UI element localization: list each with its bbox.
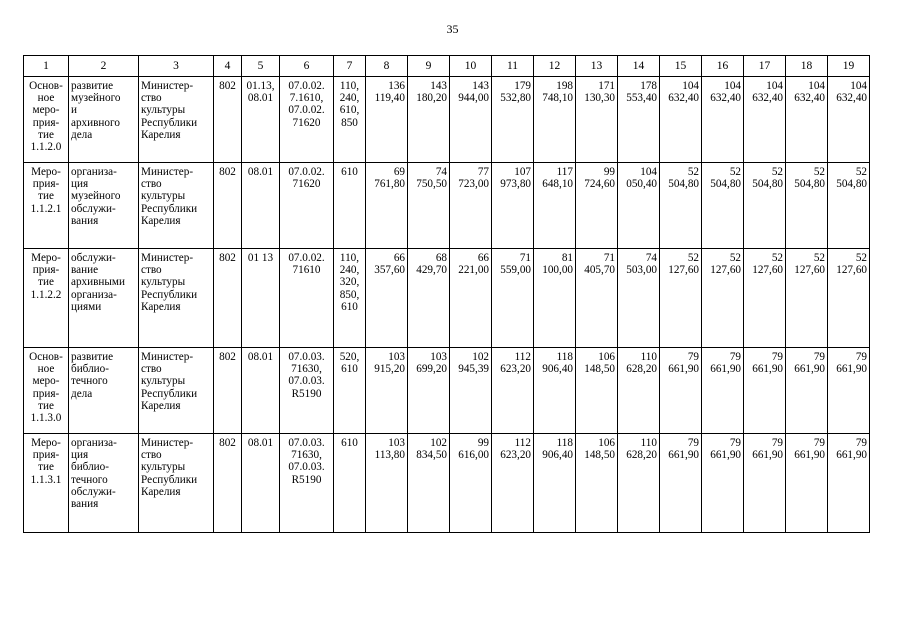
table-cell: Министер- ство культуры Республики Карелия [139, 163, 214, 249]
table-cell: Основ- ное меро- прия- тие 1.1.2.0 [24, 77, 69, 163]
table-cell: 103 699,20 [408, 348, 450, 434]
table-cell: 104 632,40 [744, 77, 786, 163]
table-cell: развитие музейного и архивного дела [69, 77, 139, 163]
table-cell: 103 113,80 [366, 434, 408, 533]
table-cell: обслужи- вание архивными организа- циями [69, 249, 139, 348]
table-cell: 07.0.03. 71630, 07.0.03. R5190 [280, 434, 334, 533]
table-cell: 102 945,39 [450, 348, 492, 434]
table-cell: 52 504,80 [786, 163, 828, 249]
table-cell: 66 221,00 [450, 249, 492, 348]
table-cell: 79 661,90 [702, 348, 744, 434]
table-cell: 104 632,40 [786, 77, 828, 163]
column-number-header: 12 [534, 56, 576, 77]
table-cell: 79 661,90 [660, 434, 702, 533]
table-cell: 104 632,40 [660, 77, 702, 163]
table-cell: Меро- прия- тие 1.1.2.2 [24, 249, 69, 348]
table-cell: 79 661,90 [744, 434, 786, 533]
table-cell: 81 100,00 [534, 249, 576, 348]
table-cell: организа- ция библио- течного обслужи- вания [69, 434, 139, 533]
page-number: 35 [446, 22, 459, 36]
table-cell: 69 761,80 [366, 163, 408, 249]
table-cell: 610 [334, 434, 366, 533]
table-cell: 01 13 [242, 249, 280, 348]
table-cell: 118 906,40 [534, 348, 576, 434]
table-cell: 79 661,90 [828, 434, 870, 533]
table-cell: 118 906,40 [534, 434, 576, 533]
table-cell: 07.0.02. 71610 [280, 249, 334, 348]
column-number-header: 1 [24, 56, 69, 77]
table-cell: 104 632,40 [828, 77, 870, 163]
table-cell: 79 661,90 [702, 434, 744, 533]
table-cell: 52 504,80 [660, 163, 702, 249]
table-cell: 52 504,80 [744, 163, 786, 249]
budget-table [23, 55, 870, 533]
table-cell: 68 429,70 [408, 249, 450, 348]
table-cell: 112 623,20 [492, 434, 534, 533]
table-cell: 610 [334, 163, 366, 249]
table-cell: Министер- ство культуры Республики Карелия [139, 434, 214, 533]
table-cell: 99 616,00 [450, 434, 492, 533]
table-cell: 74 503,00 [618, 249, 660, 348]
column-number-header: 16 [702, 56, 744, 77]
table-cell: 79 661,90 [786, 348, 828, 434]
table-cell: 52 504,80 [702, 163, 744, 249]
table-cell: 802 [214, 434, 242, 533]
table-cell: 171 130,30 [576, 77, 618, 163]
table-cell: 104 632,40 [702, 77, 744, 163]
table-cell: 178 553,40 [618, 77, 660, 163]
table-cell: Министер- ство культуры Республики Карелия [139, 77, 214, 163]
column-number-header: 19 [828, 56, 870, 77]
table-cell: 08.01 [242, 434, 280, 533]
column-number-header: 3 [139, 56, 214, 77]
table-row [24, 163, 870, 249]
table-cell: 802 [214, 249, 242, 348]
table-cell: развитие библио- течного дела [69, 348, 139, 434]
table-cell: 198 748,10 [534, 77, 576, 163]
column-number-header: 7 [334, 56, 366, 77]
table-cell: 71 559,00 [492, 249, 534, 348]
table-cell: Министер- ство культуры Республики Карелия [139, 348, 214, 434]
table-cell: 179 532,80 [492, 77, 534, 163]
table-cell: Меро- прия- тие 1.1.3.1 [24, 434, 69, 533]
table-cell: 110, 240, 320, 850, 610 [334, 249, 366, 348]
table-cell: 66 357,60 [366, 249, 408, 348]
table-row [24, 434, 870, 533]
table-cell: 802 [214, 163, 242, 249]
table-row [24, 249, 870, 348]
table-cell: 52 127,60 [702, 249, 744, 348]
table-cell: Основ- ное меро- прия- тие 1.1.3.0 [24, 348, 69, 434]
table-cell: организа- ция музейного обслужи- вания [69, 163, 139, 249]
table-cell: 102 834,50 [408, 434, 450, 533]
table-cell: 07.0.02. 7.1610, 07.0.02. 71620 [280, 77, 334, 163]
table-cell: 136 119,40 [366, 77, 408, 163]
table-cell: 01.13, 08.01 [242, 77, 280, 163]
table-cell: 107 973,80 [492, 163, 534, 249]
column-number-header: 10 [450, 56, 492, 77]
table-cell: 07.0.02. 71620 [280, 163, 334, 249]
column-number-header: 9 [408, 56, 450, 77]
column-number-header: 15 [660, 56, 702, 77]
table-cell: 106 148,50 [576, 434, 618, 533]
table-cell: 112 623,20 [492, 348, 534, 434]
column-number-header: 13 [576, 56, 618, 77]
table-cell: 07.0.03. 71630, 07.0.03. R5190 [280, 348, 334, 434]
table-cell: 143 944,00 [450, 77, 492, 163]
column-number-header: 17 [744, 56, 786, 77]
table-cell: 117 648,10 [534, 163, 576, 249]
table-cell: 79 661,90 [744, 348, 786, 434]
table-header-row [24, 56, 870, 77]
table-cell: Министер- ство культуры Республики Карелия [139, 249, 214, 348]
table-cell: 110 628,20 [618, 348, 660, 434]
table-cell: 103 915,20 [366, 348, 408, 434]
table-cell: 77 723,00 [450, 163, 492, 249]
column-number-header: 18 [786, 56, 828, 77]
column-number-header: 5 [242, 56, 280, 77]
table-cell: 08.01 [242, 348, 280, 434]
table-cell: 08.01 [242, 163, 280, 249]
table-cell: 110 628,20 [618, 434, 660, 533]
column-number-header: 6 [280, 56, 334, 77]
table-row [24, 348, 870, 434]
column-number-header: 14 [618, 56, 660, 77]
table-cell: 52 127,60 [828, 249, 870, 348]
table-cell: 71 405,70 [576, 249, 618, 348]
table-row [24, 77, 870, 163]
table-cell: 143 180,20 [408, 77, 450, 163]
table-cell: 106 148,50 [576, 348, 618, 434]
table-cell: 79 661,90 [828, 348, 870, 434]
table-cell: 110, 240, 610, 850 [334, 77, 366, 163]
table-cell: 79 661,90 [786, 434, 828, 533]
table-cell: 79 661,90 [660, 348, 702, 434]
table-cell: 99 724,60 [576, 163, 618, 249]
table-cell: 802 [214, 77, 242, 163]
column-number-header: 8 [366, 56, 408, 77]
column-number-header: 11 [492, 56, 534, 77]
table-cell: Меро- прия- тие 1.1.2.1 [24, 163, 69, 249]
column-number-header: 2 [69, 56, 139, 77]
table-cell: 52 127,60 [744, 249, 786, 348]
table-cell: 104 050,40 [618, 163, 660, 249]
table-cell: 52 504,80 [828, 163, 870, 249]
table-cell: 802 [214, 348, 242, 434]
table-cell: 74 750,50 [408, 163, 450, 249]
table-cell: 52 127,60 [660, 249, 702, 348]
table-cell: 52 127,60 [786, 249, 828, 348]
column-number-header: 4 [214, 56, 242, 77]
table-cell: 520, 610 [334, 348, 366, 434]
